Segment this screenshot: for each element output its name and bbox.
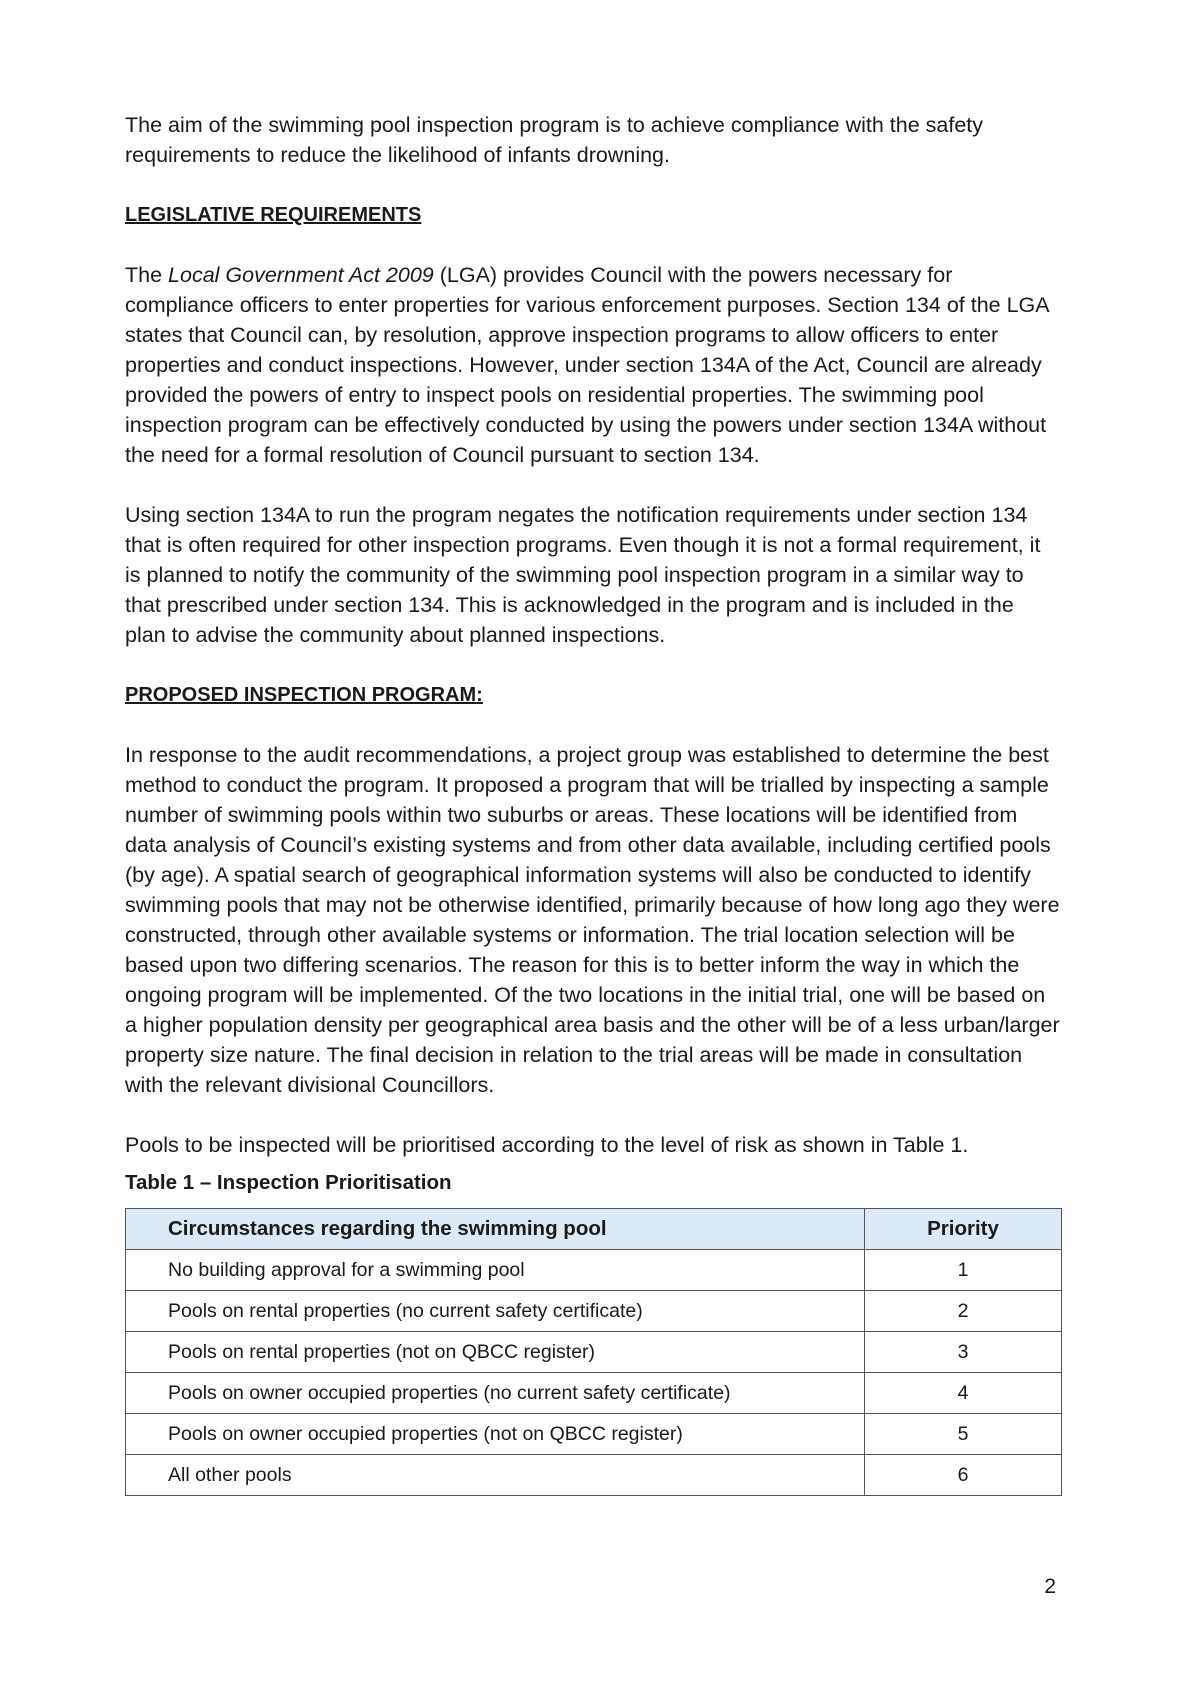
act-title: Local Government Act 2009 <box>168 263 434 287</box>
circumstance-cell: Pools on rental properties (not on QBCC register) <box>126 1332 865 1373</box>
header-priority: Priority <box>865 1209 1062 1250</box>
proposed-paragraph-1: In response to the audit recommendations, a project group was established to determine the best method to conduct the program. It proposed a program that will be trialled by inspecting a sample number of swimming pools within two suburbs or areas. These locations will be identified from data analysis of Council’s existing systems and from other data available, including certified pools (by age). A spatial search of geographical information systems will also be conducted to identify swimming pools that may not be otherwise identified, primarily because of how long ago they were constructed, through other available systems or information. The trial location selection will be based upon two differing scenarios. The reason for this is to better inform the way in which the ongoing program will be implemented. Of the two locations in the initial trial, one will be based on a higher population density per geographical area basis and the other will be of a less urban/larger property size nature. The final decision in relation to the trial areas will be made in consultation with the relevant divisional Councillors. <box>125 743 1060 1097</box>
table-row <box>126 1332 1062 1373</box>
table-row <box>126 1250 1062 1291</box>
priority-cell: 6 <box>865 1455 1062 1496</box>
header-circumstances: Circumstances regarding the swimming pool <box>126 1209 865 1250</box>
legislative-paragraph-1-body: (LGA) provides Council with the powers necessary for compliance officers to enter properties for various enforcement purposes. Section 134 of the LGA states that Council can, by resolution, approve inspection programs to allow officers to enter properties and conduct inspections. However, under section 134A of the Act, Council are already provided the powers of entry to inspect pools on residential properties. The swimming pool inspection program can be effectively conducted by using the powers under section 134A without the need for a formal resolution of Council pursuant to section 134. <box>125 263 1049 467</box>
legislative-paragraph-1-prefix: The <box>125 263 169 287</box>
legislative-paragraph-1 <box>125 260 1060 470</box>
table-header-row <box>126 1209 1062 1250</box>
document-page <box>125 110 1060 1496</box>
intro-paragraph: The aim of the swimming pool inspection program is to achieve compliance with the safety requirements to reduce the likelihood of infants drowning. <box>125 113 984 167</box>
priority-cell: 2 <box>865 1291 1062 1332</box>
proposed-heading-colon: : <box>476 684 483 706</box>
table-title: Table 1 – Inspection Prioritisation <box>125 1171 452 1194</box>
table-row <box>126 1373 1062 1414</box>
circumstance-cell: No building approval for a swimming pool <box>126 1250 865 1291</box>
proposed-heading-text: PROPOSED INSPECTION PROGRAM <box>125 684 477 706</box>
legislative-requirements-heading: LEGISLATIVE REQUIREMENTS <box>125 204 422 226</box>
legislative-paragraph-2: Using section 134A to run the program negates the notification requirements under section 134 that is often required for other inspection programs. Even though it is not a formal requirement, it is planned to notify the community of the swimming pool inspection program in a similar way to that prescribed under section 134. This is acknowledged in the program and is included in the plan to advise the community about planned inspections. <box>125 503 1041 647</box>
priority-cell: 5 <box>865 1414 1062 1455</box>
page-number: 2 <box>1044 1575 1056 1598</box>
table-row <box>126 1455 1062 1496</box>
priority-cell: 3 <box>865 1332 1062 1373</box>
circumstance-cell: All other pools <box>126 1455 865 1496</box>
proposed-paragraph-2: Pools to be inspected will be prioritised according to the level of risk as shown in Table 1. <box>125 1133 969 1157</box>
circumstance-cell: Pools on owner occupied properties (not on QBCC register) <box>126 1414 865 1455</box>
proposed-inspection-program-heading <box>125 680 1060 710</box>
priority-cell: 1 <box>865 1250 1062 1291</box>
inspection-prioritisation-table <box>125 1208 1062 1496</box>
circumstance-cell: Pools on rental properties (no current safety certificate) <box>126 1291 865 1332</box>
priority-cell: 4 <box>865 1373 1062 1414</box>
table-row <box>126 1291 1062 1332</box>
circumstance-cell: Pools on owner occupied properties (no current safety certificate) <box>126 1373 865 1414</box>
table-row <box>126 1414 1062 1455</box>
